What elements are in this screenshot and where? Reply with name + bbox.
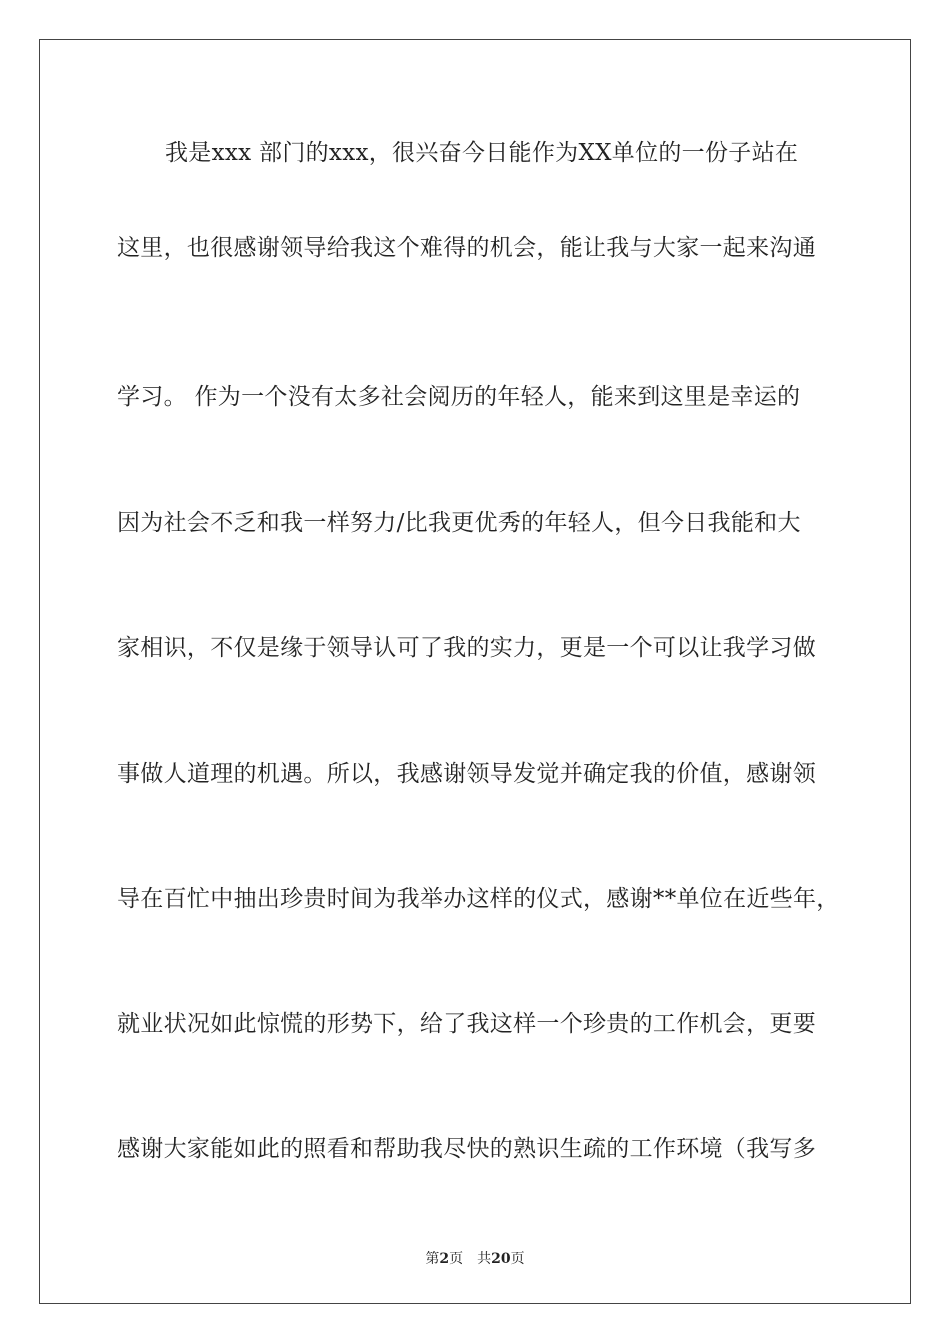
page-prefix: 第 (425, 1251, 440, 1267)
page-footer (0, 1250, 950, 1268)
paragraph-line: 我是xxx 部门的xxx，很兴奋今日能作为XX单位的一份子站在 (165, 140, 799, 166)
paragraph-line: 这里，也很感谢领导给我这个难得的机会，能让我与大家一起来沟通 (117, 235, 816, 261)
page-suffix: 页 (449, 1251, 464, 1267)
total-prefix: 共 (477, 1251, 492, 1267)
total-suffix: 页 (510, 1251, 525, 1267)
total-pages: 20 (491, 1251, 511, 1267)
paragraph-line: 家相识，不仅是缘于领导认可了我的实力，更是一个可以让我学习做 (117, 635, 816, 661)
paragraph-line: 导在百忙中抽出珍贵时间为我举办这样的仪式，感谢**单位在近些年， (117, 886, 840, 912)
paragraph-line: 学习。 作为一个没有太多社会阅历的年轻人，能来到这里是幸运的 (117, 384, 801, 410)
page-border (39, 39, 911, 1304)
paragraph-line: 因为社会不乏和我一样努力/比我更优秀的年轻人，但今日我能和大 (117, 510, 801, 536)
paragraph-line: 感谢大家能如此的照看和帮助我尽快的熟识生疏的工作环境（我写多 (117, 1136, 816, 1162)
paragraph-line: 事做人道理的机遇。所以，我感谢领导发觉并确定我的价值，感谢领 (117, 761, 816, 787)
page-number: 2 (439, 1251, 450, 1267)
paragraph-line: 就业状况如此惊慌的形势下，给了我这样一个珍贵的工作机会，更要 (117, 1011, 816, 1037)
